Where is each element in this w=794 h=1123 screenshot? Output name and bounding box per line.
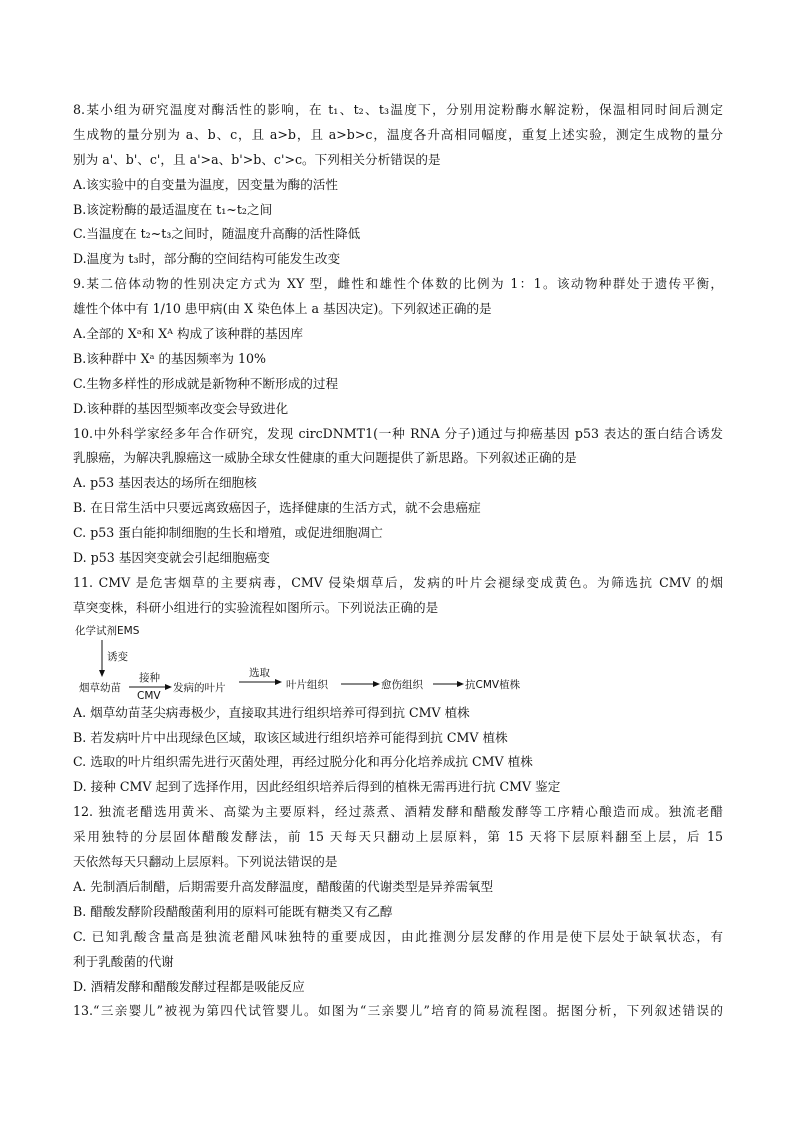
inoculate-label: 接种 [139,671,160,684]
question-stem-line: 9.某二倍体动物的性别决定方式为 XY 型，雌性和雄性个体数的比例为 1：1。该动物种群处于遗传平衡， [73,276,723,292]
question-10 [73,422,723,571]
option-a: A.全部的 Xᵃ和 Xᴬ 构成了该种群的基因库 [73,326,303,342]
question-stem-line: 11. CMV 是危害烟草的主要病毒，CMV 侵染烟草后，发病的叶片会褪绿变成黄色。为筛选抗 CMV 的烟 [73,574,723,590]
option-c-continued: 利于乳酸菌的代谢 [73,953,174,969]
option-d: D. 接种 CMV 起到了选择作用，因此经组织培养后得到的植株无需再进行抗 CMV 鉴定 [73,779,561,795]
question-stem-line: 13.“三亲婴儿”被视为第四代试管婴儿。如图为“三亲婴儿”培育的简易流程图。据图分析，下列叙述错误的 [73,1003,723,1019]
option-c: C. p53 蛋白能抑制细胞的生长和增殖，或促进细胞凋亡 [73,525,383,541]
diseased-leaf-label: 发病的叶片 [173,681,226,694]
cmv-label: CMV [137,689,161,700]
question-stem-line: 生成物的量分别为 a、b、c，且 a>b，且 a>b>c，温度各升高相同幅度，重复上述实验，测定生成物的量分 [73,126,723,142]
question-stem-line: 12. 独流老醋选用黄米、高粱为主要原料，经过蒸煮、酒精发酵和醋酸发酵等工序精心酿造而成。独流老醋 [73,804,723,820]
question-stem-line: 别为 a'、b'、c'，且 a'>a、b'>b、c'>c。下列相关分析错误的是 [73,151,441,167]
question-stem-line: 雄性个体中有 1/10 患甲病(由 X 染色体上 a 基因决定)。下列叙述正确的是 [73,301,492,317]
question-13 [73,999,723,1024]
question-11 [73,571,723,800]
seedling-label: 烟草幼苗 [79,681,121,694]
question-12 [73,800,723,999]
leaf-tissue-label: 叶片组织 [286,678,328,691]
question-8 [73,98,723,272]
reagent-label: 化学试剂EMS [75,624,140,637]
question-stem-line: 采用独特的分层固体醋酸发酵法，前 15 天每天只翻动上层原料，第 15 天将下层原料翻至上层，后 15 [73,829,723,845]
option-b: B. 在日常生活中只要远离致癌因子，选择健康的生活方式，就不会患癌症 [73,500,481,516]
option-b: B.该淀粉酶的最适温度在 t₁~t₂之间 [73,201,273,217]
option-a: A. p53 基因表达的场所在细胞核 [73,475,257,491]
option-c: C. 已知乳酸含量高是独流老醋风味独特的重要成因，由此推测分层发酵的作用是使下层处于缺氧状态，有 [73,928,723,944]
flow-diagram-svg [73,623,543,700]
option-a: A. 烟草幼苗茎尖病毒极少，直接取其进行组织培养可得到抗 CMV 植株 [73,704,470,720]
option-b: B.该种群中 Xᵃ 的基因频率为 10% [73,350,267,366]
flow-diagram [73,623,723,700]
option-c: C.生物多样性的形成就是新物种不断形成的过程 [73,375,339,391]
option-b: B. 醋酸发酵阶段醋酸菌利用的原料可能既有糖类又有乙醇 [73,903,393,919]
exam-page [73,98,723,1024]
option-c: C.当温度在 t₂~t₃之间时，随温度升高酶的活性降低 [73,226,361,242]
question-stem-line: 草突变株，科研小组进行的实验流程如图所示。下列说法正确的是 [73,599,439,615]
induce-label: 诱变 [107,650,128,663]
option-c: C. 选取的叶片组织需先进行灭菌处理，再经过脱分化和再分化培养成抗 CMV 植株 [73,754,533,770]
option-b: B. 若发病叶片中出现绿色区域，取该区域进行组织培养可能得到抗 CMV 植株 [73,729,508,745]
option-d: D.温度为 t₃时，部分酶的空间结构可能发生改变 [73,251,341,267]
option-d: D.该种群的基因型频率改变会导致进化 [73,400,289,416]
callus-label: 愈伤组织 [381,678,423,691]
question-stem-line: 8.某小组为研究温度对酶活性的影响，在 t₁、t₂、t₃温度下，分别用淀粉酶水解淀粉，保温相同时间后测定 [73,102,723,117]
option-a: A.该实验中的自变量为温度，因变量为酶的活性 [73,176,338,192]
select-label: 选取 [249,666,270,679]
resistant-plant-label: 抗CMV植株 [465,678,521,691]
option-d: D. p53 基因突变就会引起细胞癌变 [73,550,270,566]
question-stem-line: 天依然每天只翻动上层原料。下列说法错误的是 [73,854,338,870]
question-stem-line: 10.中外科学家经多年合作研究，发现 circDNMT1(一种 RNA 分子)通过与抑癌基因 p53 表达的蛋白结合诱发 [73,425,723,441]
question-9 [73,272,723,421]
question-stem-line: 乳腺癌，为解决乳腺癌这一威胁全球女性健康的重大问题提供了新思路。下列叙述正确的是 [73,450,577,466]
option-a: A. 先制酒后制醋，后期需要升高发酵温度，醋酸菌的代谢类型是异养需氧型 [73,878,494,894]
option-d: D. 酒精发酵和醋酸发酵过程都是吸能反应 [73,978,305,994]
